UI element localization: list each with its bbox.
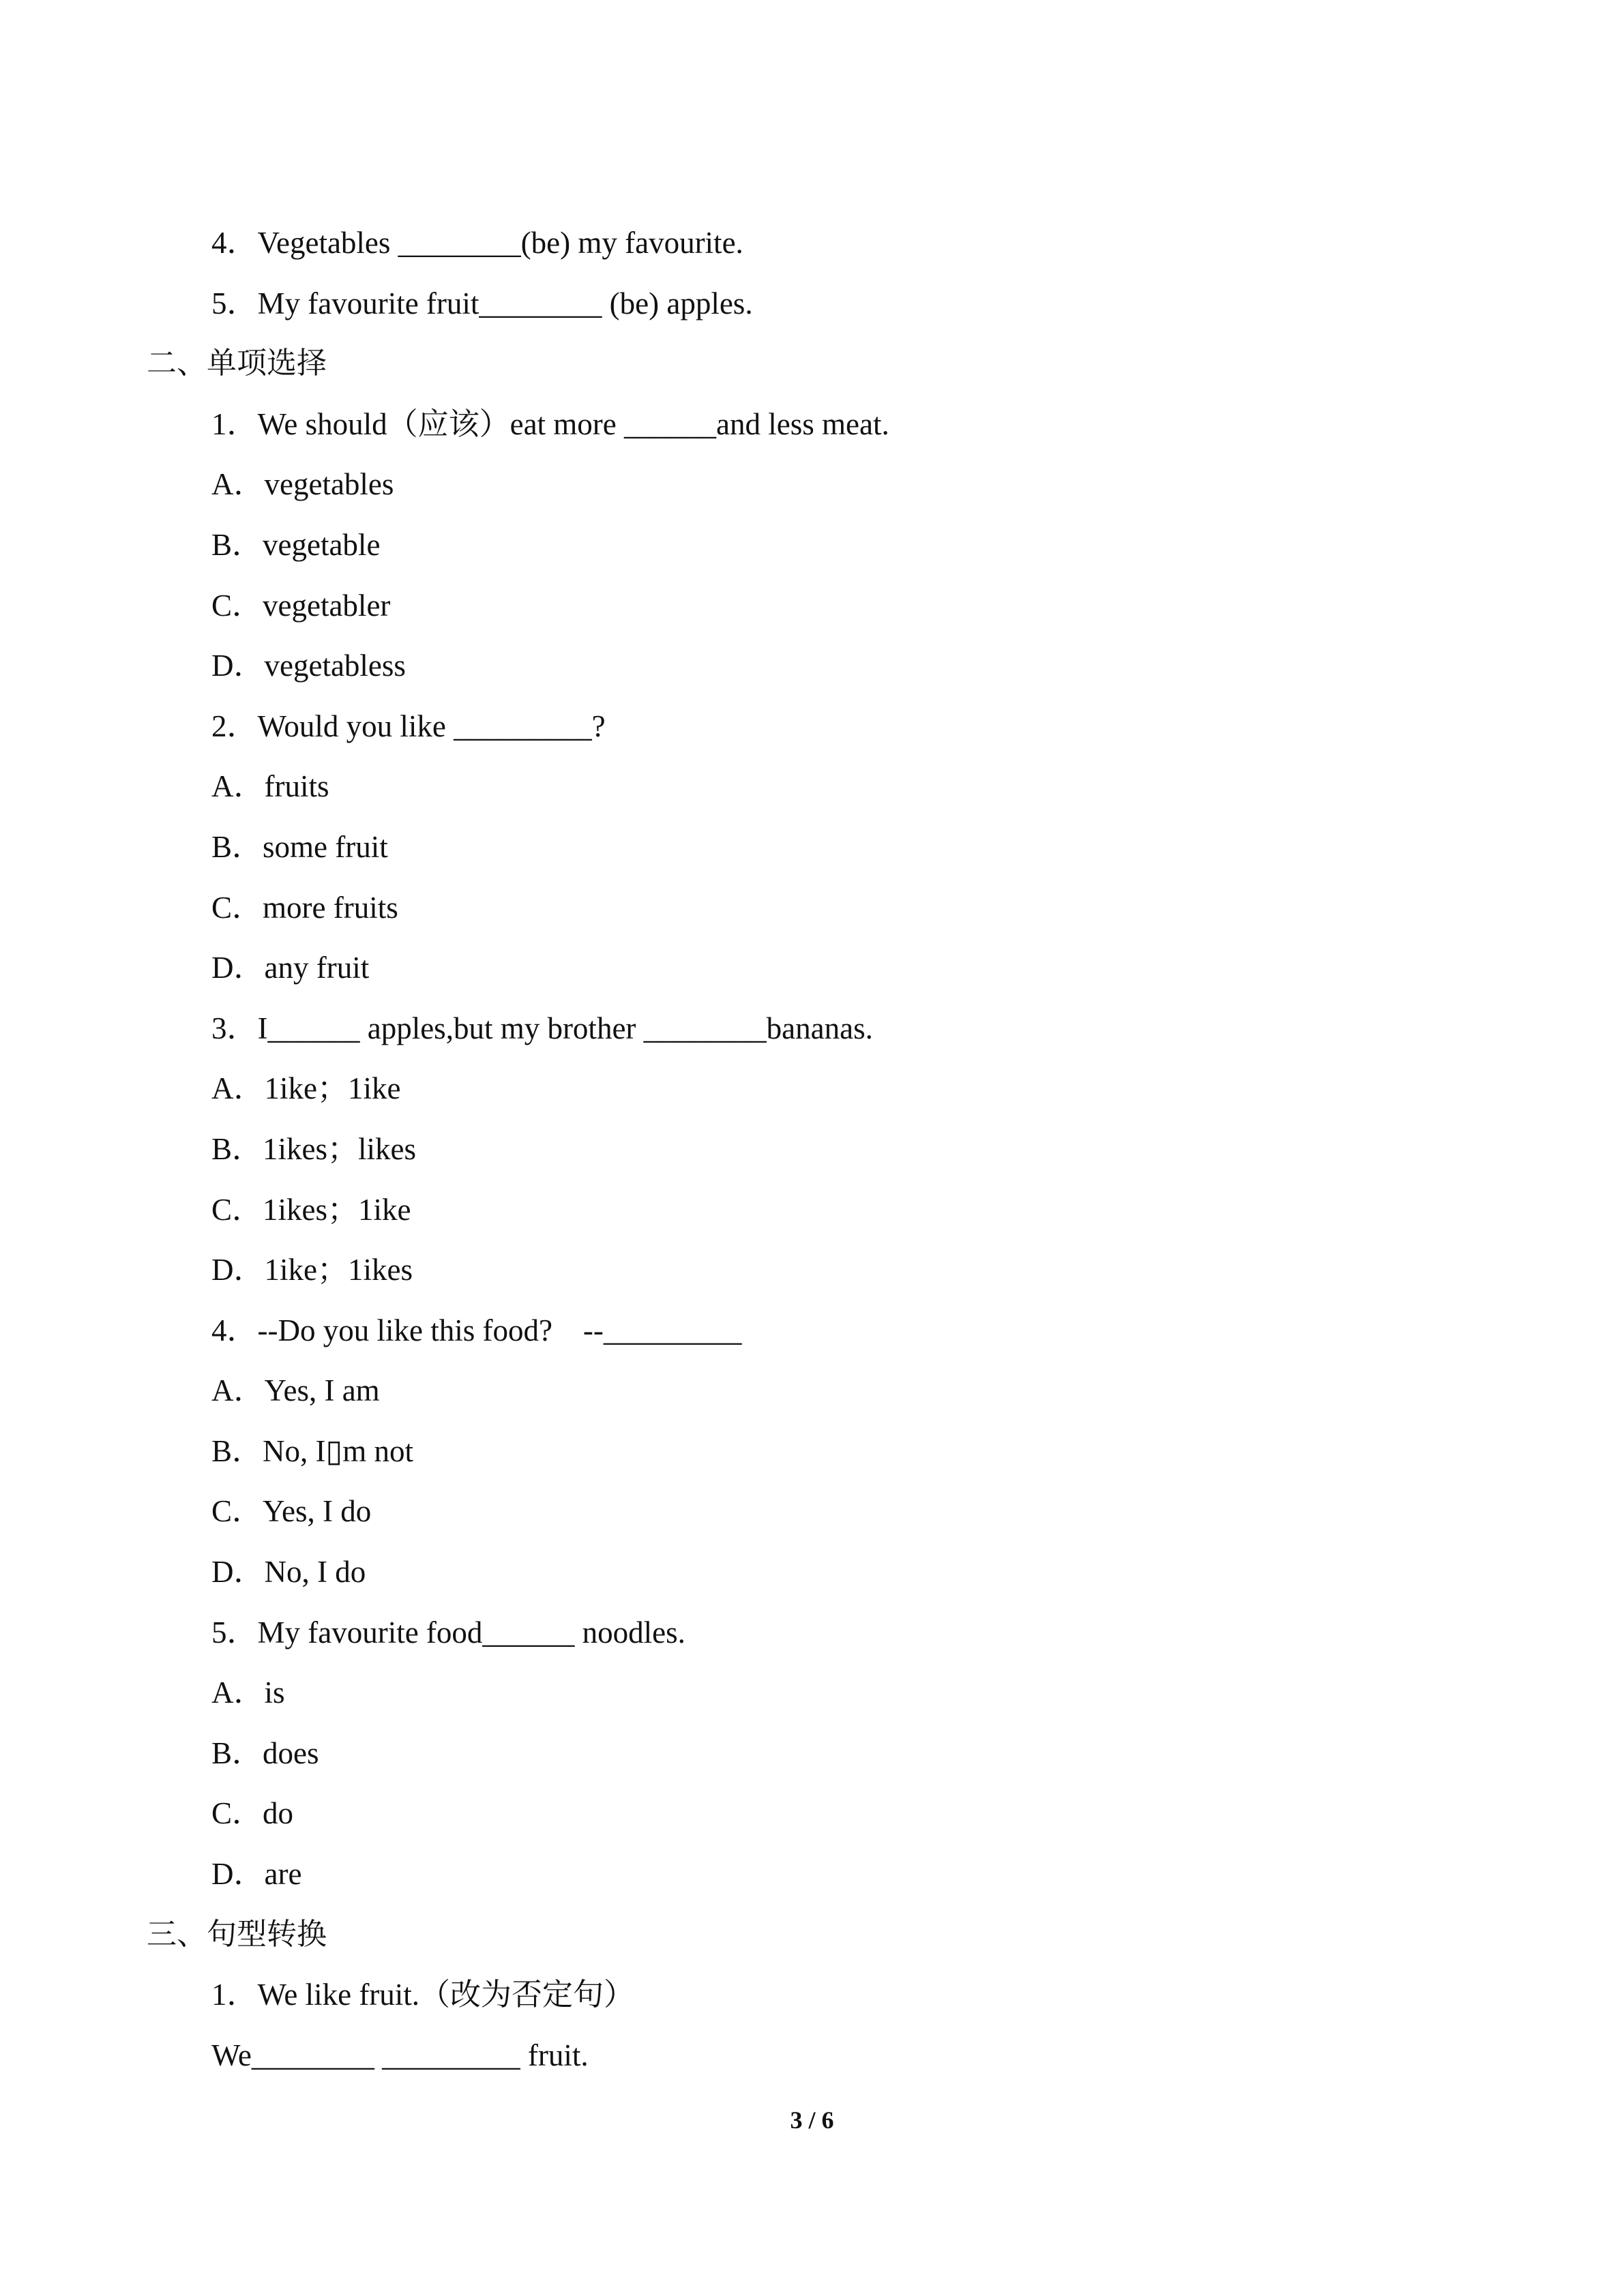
text-line: A．fruits [211, 769, 329, 804]
text-line: C．1ikes；1ike [211, 1192, 411, 1227]
text-line: D．No, I do [211, 1555, 366, 1590]
text-line: 2．Would you like _________? [211, 709, 606, 743]
text-line: C．Yes, I do [211, 1494, 372, 1529]
text-line: C．do [211, 1796, 294, 1831]
text-line: B．some fruit [211, 829, 388, 864]
page-number: 3 / 6 [790, 2106, 834, 2134]
text-line: 5．My favourite food______ noodles. [211, 1615, 685, 1650]
text-line: A．1ike；1ike [211, 1071, 401, 1106]
text-line: 4．--Do you like this food? --_________ [211, 1313, 742, 1347]
text-line: A．vegetables [211, 467, 394, 502]
text-line: B．vegetable [211, 527, 381, 562]
text-line: C．more fruits [211, 890, 398, 925]
section-heading: 二、单项选择 [147, 346, 327, 381]
text-line: A．Yes, I am [211, 1373, 380, 1408]
text-line: 5．My favourite fruit________ (be) apples. [211, 286, 753, 320]
text-line: D．are [211, 1857, 302, 1892]
text-line: B．does [211, 1735, 319, 1770]
text-line: D．1ike；1ikes [211, 1253, 413, 1287]
section-heading: 三、句型转换 [147, 1916, 327, 1952]
text-line: B．1ikes；likes [211, 1131, 416, 1166]
text-line: B．No, I▯m not [211, 1433, 414, 1468]
text-line: 4．Vegetables ________(be) my favourite. [211, 226, 743, 260]
text-line: A．is [211, 1675, 285, 1710]
text-line: 3．I______ apples,but my brother ________bananas. [211, 1011, 873, 1045]
text-line: D．any fruit [211, 951, 370, 985]
text-line: C．vegetabler [211, 588, 391, 623]
text-line: 1．We should（应该）eat more ______and less meat. [211, 406, 889, 441]
text-line: We________ _________ fruit. [211, 2038, 589, 2072]
text-line: 1．We like fruit.（改为否定句） [211, 1978, 635, 2012]
text-line: D．vegetabless [211, 648, 406, 683]
document-body [0, 213, 1624, 2085]
